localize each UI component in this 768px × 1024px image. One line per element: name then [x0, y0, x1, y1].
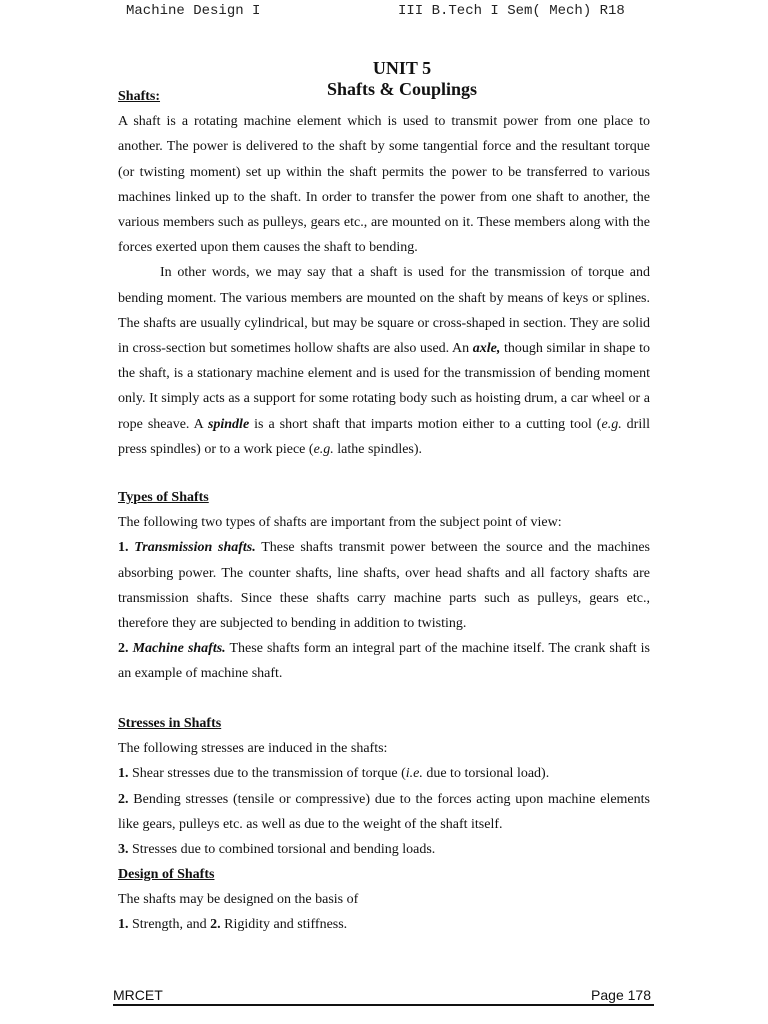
types-item-2	[118, 636, 650, 686]
header-semester: III B.Tech I Sem( Mech) R18	[398, 3, 625, 19]
stresses-item-3-text: Stresses due to combined torsional and bending loads.	[128, 842, 436, 858]
unit-subtitle: Shafts & Couplings	[326, 79, 478, 99]
section-types	[118, 485, 650, 687]
shafts-paragraph-2	[118, 260, 650, 462]
stresses-item-3	[118, 837, 650, 862]
term-spindle: spindle	[207, 416, 250, 432]
term-machine-shafts: Machine shafts.	[132, 641, 226, 657]
footer-page-number: Page 178	[591, 987, 651, 1003]
design-criteria-text-1: Strength, and	[128, 917, 211, 933]
footer-institution: MRCET	[113, 987, 163, 1003]
term-transmission-shafts: Transmission shafts.	[134, 540, 256, 556]
design-heading: Design of Shafts	[118, 867, 215, 882]
design-criteria-text-2: Rigidity and stiffness.	[220, 917, 348, 933]
design-criteria-number-2: 2.	[210, 917, 221, 933]
abbr-ie: i.e.	[405, 766, 423, 782]
stresses-item-1-number: 1.	[118, 766, 129, 782]
section-design	[118, 862, 650, 938]
design-criteria	[118, 912, 650, 937]
p2-text-a: In other words, we may say that a shaft is used for the transmission of torque and bending moment. The various members are mounted on the shaft by means of keys or splines. The shafts are usually cylindrical, but may be square or cross-shaped in section. They are solid in cross-section but sometimes hollow shafts are also used. An	[118, 265, 650, 357]
p2-text-c: is a short shaft that imparts motion either to a cutting tool (	[249, 416, 602, 432]
stresses-intro: The following stresses are induced in the shafts:	[118, 741, 388, 757]
section-stresses	[118, 711, 650, 862]
types-item-2-text: These shafts form an integral part of the machine itself. The crank shaft is an example of machine shaft.	[118, 641, 651, 682]
stresses-item-2-number: 2.	[118, 791, 129, 807]
types-item-2-number: 2.	[118, 641, 129, 657]
types-heading: Types of Shafts	[118, 490, 209, 505]
types-item-1-number: 1.	[118, 540, 129, 556]
p2-text-b: though similar in shape to the shaft, is a stationary machine element and is used for the transmission of bending moment only. It simply acts as a support for some rotating body such as hoisting drum, a car wheel or a rope sheave. A	[118, 341, 650, 432]
shafts-heading: Shafts:	[118, 89, 161, 104]
design-intro: The shafts may be designed on the basis of	[118, 892, 359, 908]
unit-title: UNIT 5	[372, 58, 432, 78]
stresses-item-1	[118, 761, 650, 786]
abbr-eg-2: e.g.	[313, 441, 334, 457]
page-footer	[113, 987, 654, 1006]
stresses-heading: Stresses in Shafts	[118, 716, 222, 731]
stresses-item-2-text: Bending stresses (tensile or compressive) due to the forces acting upon machine elements like gears, pulleys etc. as well as due to the weight of the shaft itself.	[118, 791, 650, 832]
stresses-item-1-text-b: due to torsional load).	[422, 766, 550, 782]
stresses-item-3-number: 3.	[118, 842, 129, 858]
p2-text-d: drill press spindles) or to a work piece (	[118, 416, 651, 457]
section-shafts	[118, 84, 650, 462]
abbr-eg-1: e.g.	[601, 416, 622, 432]
header-course: Machine Design I	[126, 3, 261, 19]
types-intro: The following two types of shafts are important from the subject point of view:	[118, 515, 562, 531]
types-item-1-text: These shafts transmit power between the source and the machines absorbing power. The counter shafts, line shafts, over head shafts and all factory shafts are transmission shafts. Since these shafts carry machine parts such as pulleys, gears etc., therefore they are subjected to bending in addition to twisting.	[118, 540, 650, 632]
shafts-paragraph-1: A shaft is a rotating machine element which is used to transmit power from one place to another. The power is delivered to the shaft by some tangential force and the resultant torque (or twisting moment) set up within the shaft permits the power to be transferred to various machines linked up to the shaft. In order to transfer the power from one shaft to another, the various members such as pulleys, gears etc., are mounted on it. These members along with the forces exerted upon them causes the shaft to bending.	[118, 114, 650, 256]
stresses-item-2	[118, 787, 650, 837]
types-item-1	[118, 535, 650, 636]
stresses-item-1-text-a: Shear stresses due to the transmission of torque (	[128, 766, 406, 782]
running-header	[0, 3, 768, 21]
design-criteria-number-1: 1.	[118, 917, 129, 933]
p2-text-e: lathe spindles).	[333, 441, 423, 457]
term-axle: axle,	[472, 341, 501, 357]
